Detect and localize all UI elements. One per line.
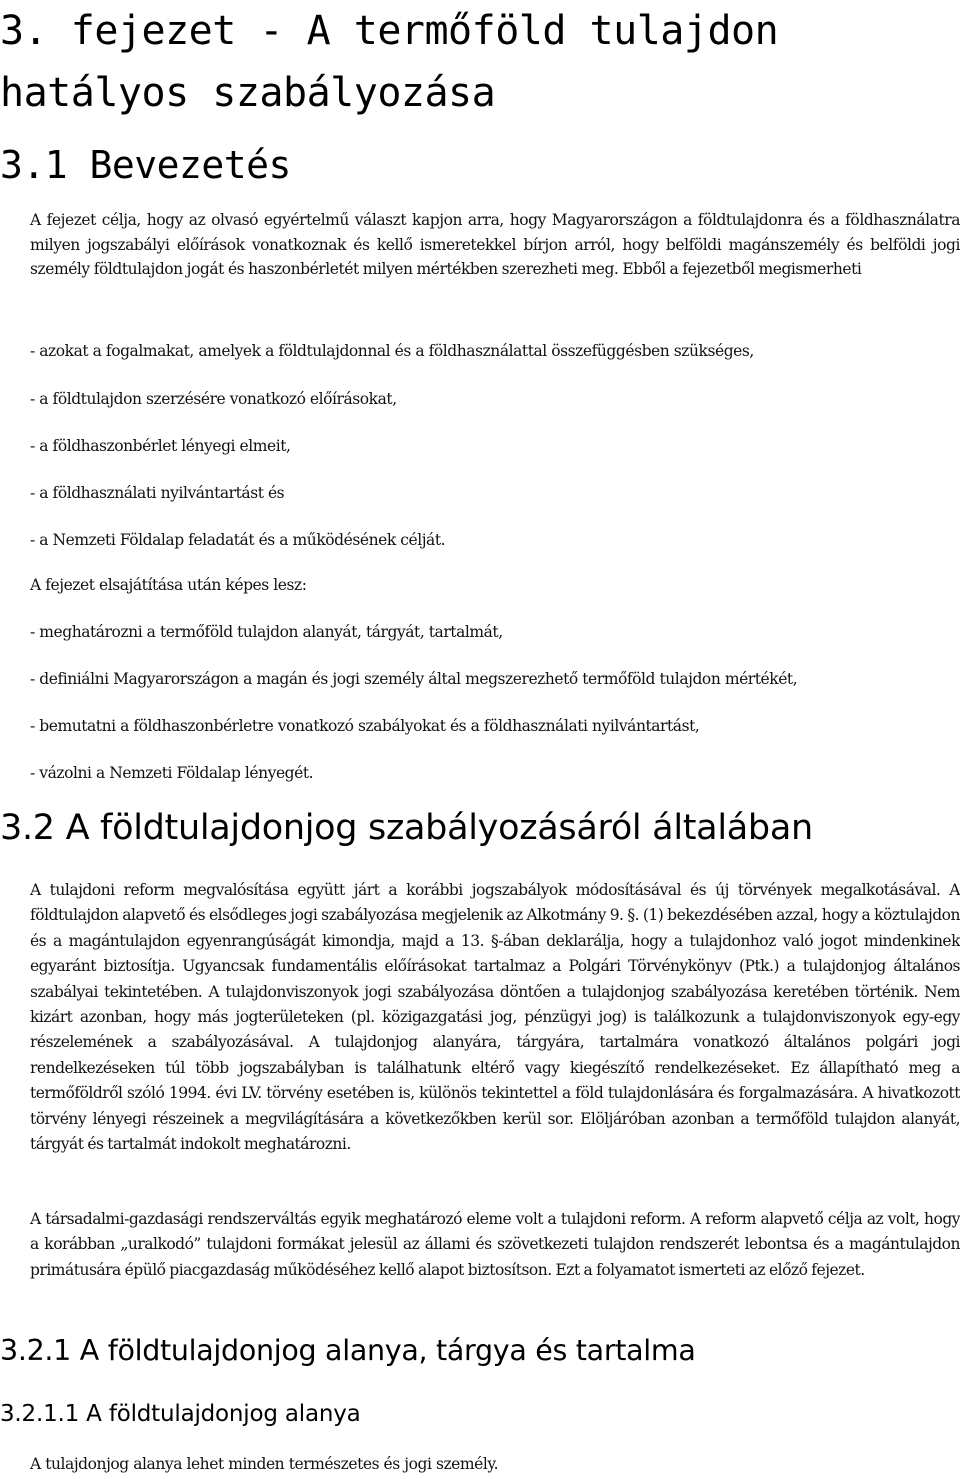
topic-item: - a földhaszonbérlet lényegi elmeit, (30, 437, 291, 455)
section-heading-3-2-1-1: 3.2.1.1 A földtulajdonjog alanya (0, 1401, 361, 1427)
topic-item: - a földhasználati nyilvántartást és (30, 484, 285, 502)
section-3-2-paragraph-1: A tulajdoni reform megvalósítása együtt járt a korábbi jogszabályok módosításával és új törvények megalkotásával. A földtulajdon alapvető és elsődleges jogi szabályozása megjelenik az Alkotmány 9. §. (1) bekezdésében azzal, hogy a köztulajdon és a magántulajdon egyenrangúságát kimondja, majd a 13. §-ában deklarálja, hogy a tulajdonhoz való jogot mindenkinek egyaránt biztosítja. Ugyancsak fundamentális előírásokat tartalmaz a Polgári Törvénykönyv (Ptk.) a tulajdonjog általános szabályai tekintetében. A tulajdonviszonyok jogi szabályozása döntően a tulajdonjog szabályozása keretében történik. Nem kizárt azonban, hogy más jogterületeken (pl. közigazgatási jog, pénzügyi jog) is találkozunk a tulajdonviszonyok egy-egy részelemének a szabályozásával. A tulajdonjog alanyára, tárgyára, tartalmára vonatkozó általános polgári jogi rendelkezéseken túl több jogszabályban is találhatunk eltérő vagy kiegészítő rendelkezéseket. Ez állapítható meg a termőföldről szóló 1994. évi LV. törvény esetében is, különös tekintettel a föld tulajdonlására és forgalmazására. A hivatkozott törvény lényegi részeinek a megvilágítására a következőkben kerül sor. Elöljáróban azonban a termőföld tulajdon alanyát, tárgyát és tartalmát indokolt meghatározni. (30, 881, 960, 1154)
section-3-2-1-1-paragraph: A tulajdonjog alanya lehet minden természetes és jogi személy. (30, 1455, 499, 1473)
chapter-title: 3. fejezet - A termőföld tulajdon hatályos szabályozása (0, 8, 779, 116)
topic-item: - azokat a fogalmakat, amelyek a földtulajdonnal és a földhasználattal összefüggésben szükséges, (30, 342, 754, 360)
section-heading-3-2: 3.2 A földtulajdonjog szabályozásáról általában (0, 808, 813, 848)
outcome-item: - vázolni a Nemzeti Földalap lényegét. (30, 764, 314, 782)
topic-item: - a földtulajdon szerzésére vonatkozó előírásokat, (30, 390, 397, 408)
outcome-item: - bemutatni a földhaszonbérletre vonatkozó szabályokat és a földhasználati nyilvántartást, (30, 717, 700, 735)
outcome-item: - meghatározni a termőföld tulajdon alanyát, tárgyát, tartalmát, (30, 623, 503, 641)
section-heading-3-2-1: 3.2.1 A földtulajdonjog alanya, tárgya és tartalma (0, 1334, 696, 1367)
topic-item: - a Nemzeti Földalap feladatát és a működésének célját. (30, 531, 446, 549)
outcomes-intro: A fejezet elsajátítása után képes lesz: (30, 576, 307, 594)
outcome-item: - definiálni Magyarországon a magán és jogi személy által megszerezhető termőföld tulajdon mértékét, (30, 670, 798, 688)
section-3-2-paragraph-2: A társadalmi-gazdasági rendszerváltás egyik meghatározó eleme volt a tulajdoni reform. A reform alapvető célja az volt, hogy a korábban „uralkodó” tulajdoni formákat jelesül az állami és szövetkezeti tulajdon rendszerét lebontsa és a magántulajdon primátusára épülő piacgazdaság működéséhez kellő alapot biztosítson. Ezt a folyamatot ismerteti az előző fejezet. (30, 1210, 960, 1279)
intro-paragraph: A fejezet célja, hogy az olvasó egyértelmű választ kapjon arra, hogy Magyarországon a földtulajdonra és a földhasználatra milyen jogszabályi előírások vonatkoznak és kellő ismeretekkel bírjon arról, hogy belföldi magánszemély és belföldi jogi személy földtulajdon jogát és haszonbérletét milyen mértékben szerezheti meg. Ebből a fejezetből megismerheti (30, 211, 960, 279)
section-heading-3-1: 3.1 Bevezetés (0, 143, 291, 187)
